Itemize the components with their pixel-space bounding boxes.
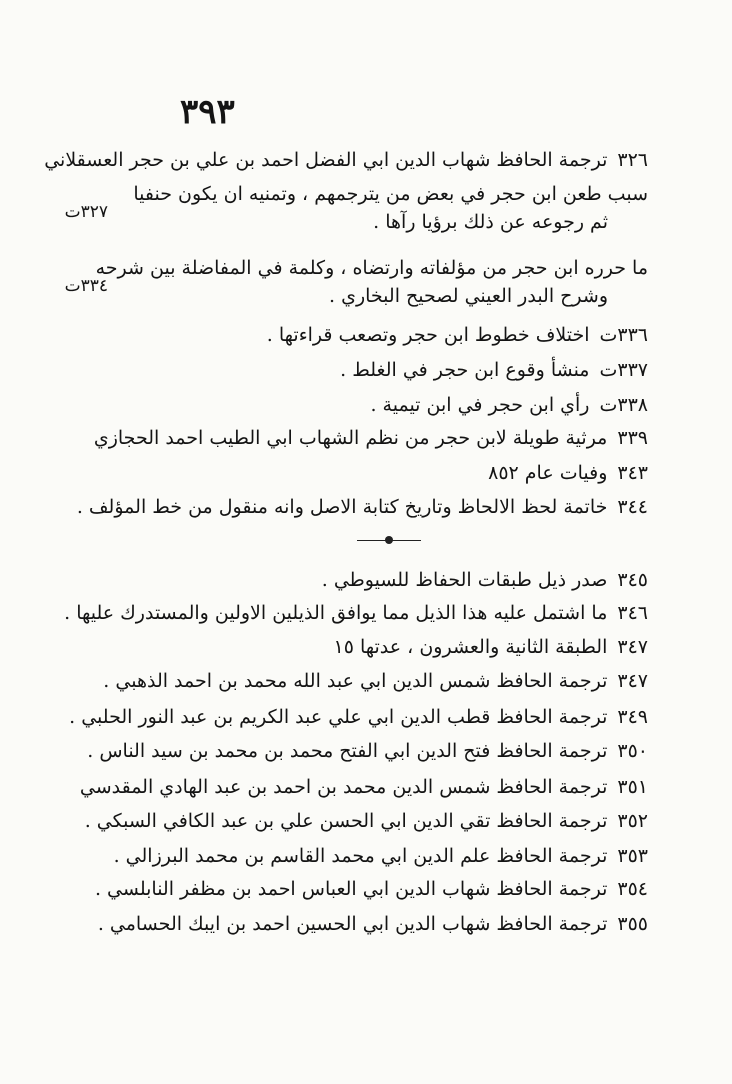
entry-number: ٣٤٧ (617, 670, 648, 692)
toc-entry (79, 772, 648, 802)
toc-entry (93, 423, 648, 453)
toc-entry (64, 254, 648, 316)
entry-text: ترجمة الحافظ شمس الدين ابي عبد الله محمد بن احمد الذهبي . (103, 670, 608, 692)
toc-entry (118, 320, 648, 350)
toc-entry (118, 390, 648, 420)
entry-number: ٣٥٥ (617, 913, 648, 935)
toc-entry (69, 702, 648, 732)
entry-text: ترجمة الحافظ تقي الدين ابي الحسن علي بن عبد الكافي السبكي . (84, 810, 608, 832)
entry-number: ٣٥٣ (617, 845, 648, 867)
entry-number: ٣٥٠ (617, 740, 648, 762)
entry-number: ٣٢٦ (617, 149, 648, 171)
entry-text: الطبقة الثانية والعشرون ، عدتها ١٥ (333, 636, 608, 658)
entry-number: ٣٣٧ت (599, 359, 648, 381)
entry-number: ٣٥٤ (617, 878, 648, 900)
entry-text: منشأ وقوع ابن حجر في الغلط . (340, 359, 590, 381)
entry-number: ٣٣٦ت (599, 324, 648, 346)
toc-entry (64, 598, 648, 628)
entry-text: اختلاف خطوط ابن حجر وتصعب قراءتها . (266, 324, 590, 346)
entry-text-line: وشرح البدر العيني لصحيح البخاري . (329, 285, 608, 307)
entry-text-line: ثم رجوعه عن ذلك برؤيا رآها . (373, 211, 608, 233)
entry-text: وفيات عام ٨٥٢ (488, 462, 608, 484)
toc-entry (84, 806, 648, 836)
entry-number: ٣٤٥ (617, 569, 648, 591)
toc-entry (118, 565, 648, 595)
entry-text: ترجمة الحافظ شمس الدين محمد بن احمد بن عبد الهادي المقدسي (79, 776, 608, 798)
toc-entry (44, 145, 648, 175)
entry-number: ٣٤٧ (617, 636, 648, 658)
entry-number: ٣٥٢ (617, 810, 648, 832)
entry-text-line: سبب طعن ابن حجر في بعض من يترجمهم ، وتمنيه ان يكون حنفيا (133, 183, 648, 205)
entry-number: ٣٤٤ (617, 496, 648, 518)
toc-entry (97, 909, 648, 939)
entry-text: ترجمة الحافظ علم الدين ابي محمد القاسم بن محمد البرزالي . (113, 845, 608, 867)
entry-text: رأي ابن حجر في ابن تيمية . (370, 394, 590, 416)
entry-number: ٣٣٤ت (64, 276, 108, 296)
entry-text: ترجمة الحافظ شهاب الدين ابي العباس احمد بن مظفر النابلسي . (94, 878, 608, 900)
entry-text: مرثية طويلة لابن حجر من نظم الشهاب ابي الطيب احمد الحجازي (93, 427, 608, 449)
toc-entry (118, 355, 648, 385)
entry-text: ترجمة الحافظ قطب الدين ابي علي عبد الكريم بن عبد النور الحلبي . (69, 706, 608, 728)
toc-entry (113, 841, 648, 871)
toc-entry (118, 632, 648, 662)
entry-text: ما اشتمل عليه هذا الذيل مما يوافق الذيلين الاولين والمستدرك عليها . (64, 602, 608, 624)
toc-entry (87, 736, 648, 766)
entry-text: ترجمة الحافظ فتح الدين ابي الفتح محمد بن محمد بن سيد الناس . (87, 740, 608, 762)
entry-text: ترجمة الحافظ شهاب الدين ابي الفضل احمد بن علي بن حجر العسقلاني (44, 149, 608, 171)
entry-text: صدر ذيل طبقات الحفاظ للسيوطي . (321, 569, 608, 591)
entry-text: خاتمة لحظ الالحاظ وتاريخ كتابة الاصل وانه منقول من خط المؤلف . (76, 496, 608, 518)
entry-number: ٣٣٨ت (599, 394, 648, 416)
toc-entry (76, 492, 648, 522)
entry-number: ٣٥١ (617, 776, 648, 798)
entry-text: ترجمة الحافظ شهاب الدين ابي الحسين احمد بن ايبك الحسامي . (97, 913, 608, 935)
page-number: ٣٩٣ (180, 92, 235, 132)
entry-number: ٣٢٧ت (64, 202, 108, 222)
divider-ornament (385, 536, 393, 544)
toc-entry (118, 458, 648, 488)
toc-entry (94, 874, 648, 904)
entry-number: ٣٣٩ (617, 427, 648, 449)
entry-number: ٣٤٩ (617, 706, 648, 728)
toc-entry (64, 180, 648, 242)
toc-entry (103, 666, 648, 696)
entry-text-line: ما حرره ابن حجر من مؤلفاته وارتضاه ، وكلمة في المفاضلة بين شرحه (95, 257, 648, 279)
entry-number: ٣٤٦ (617, 602, 648, 624)
entry-number: ٣٤٣ (617, 462, 648, 484)
